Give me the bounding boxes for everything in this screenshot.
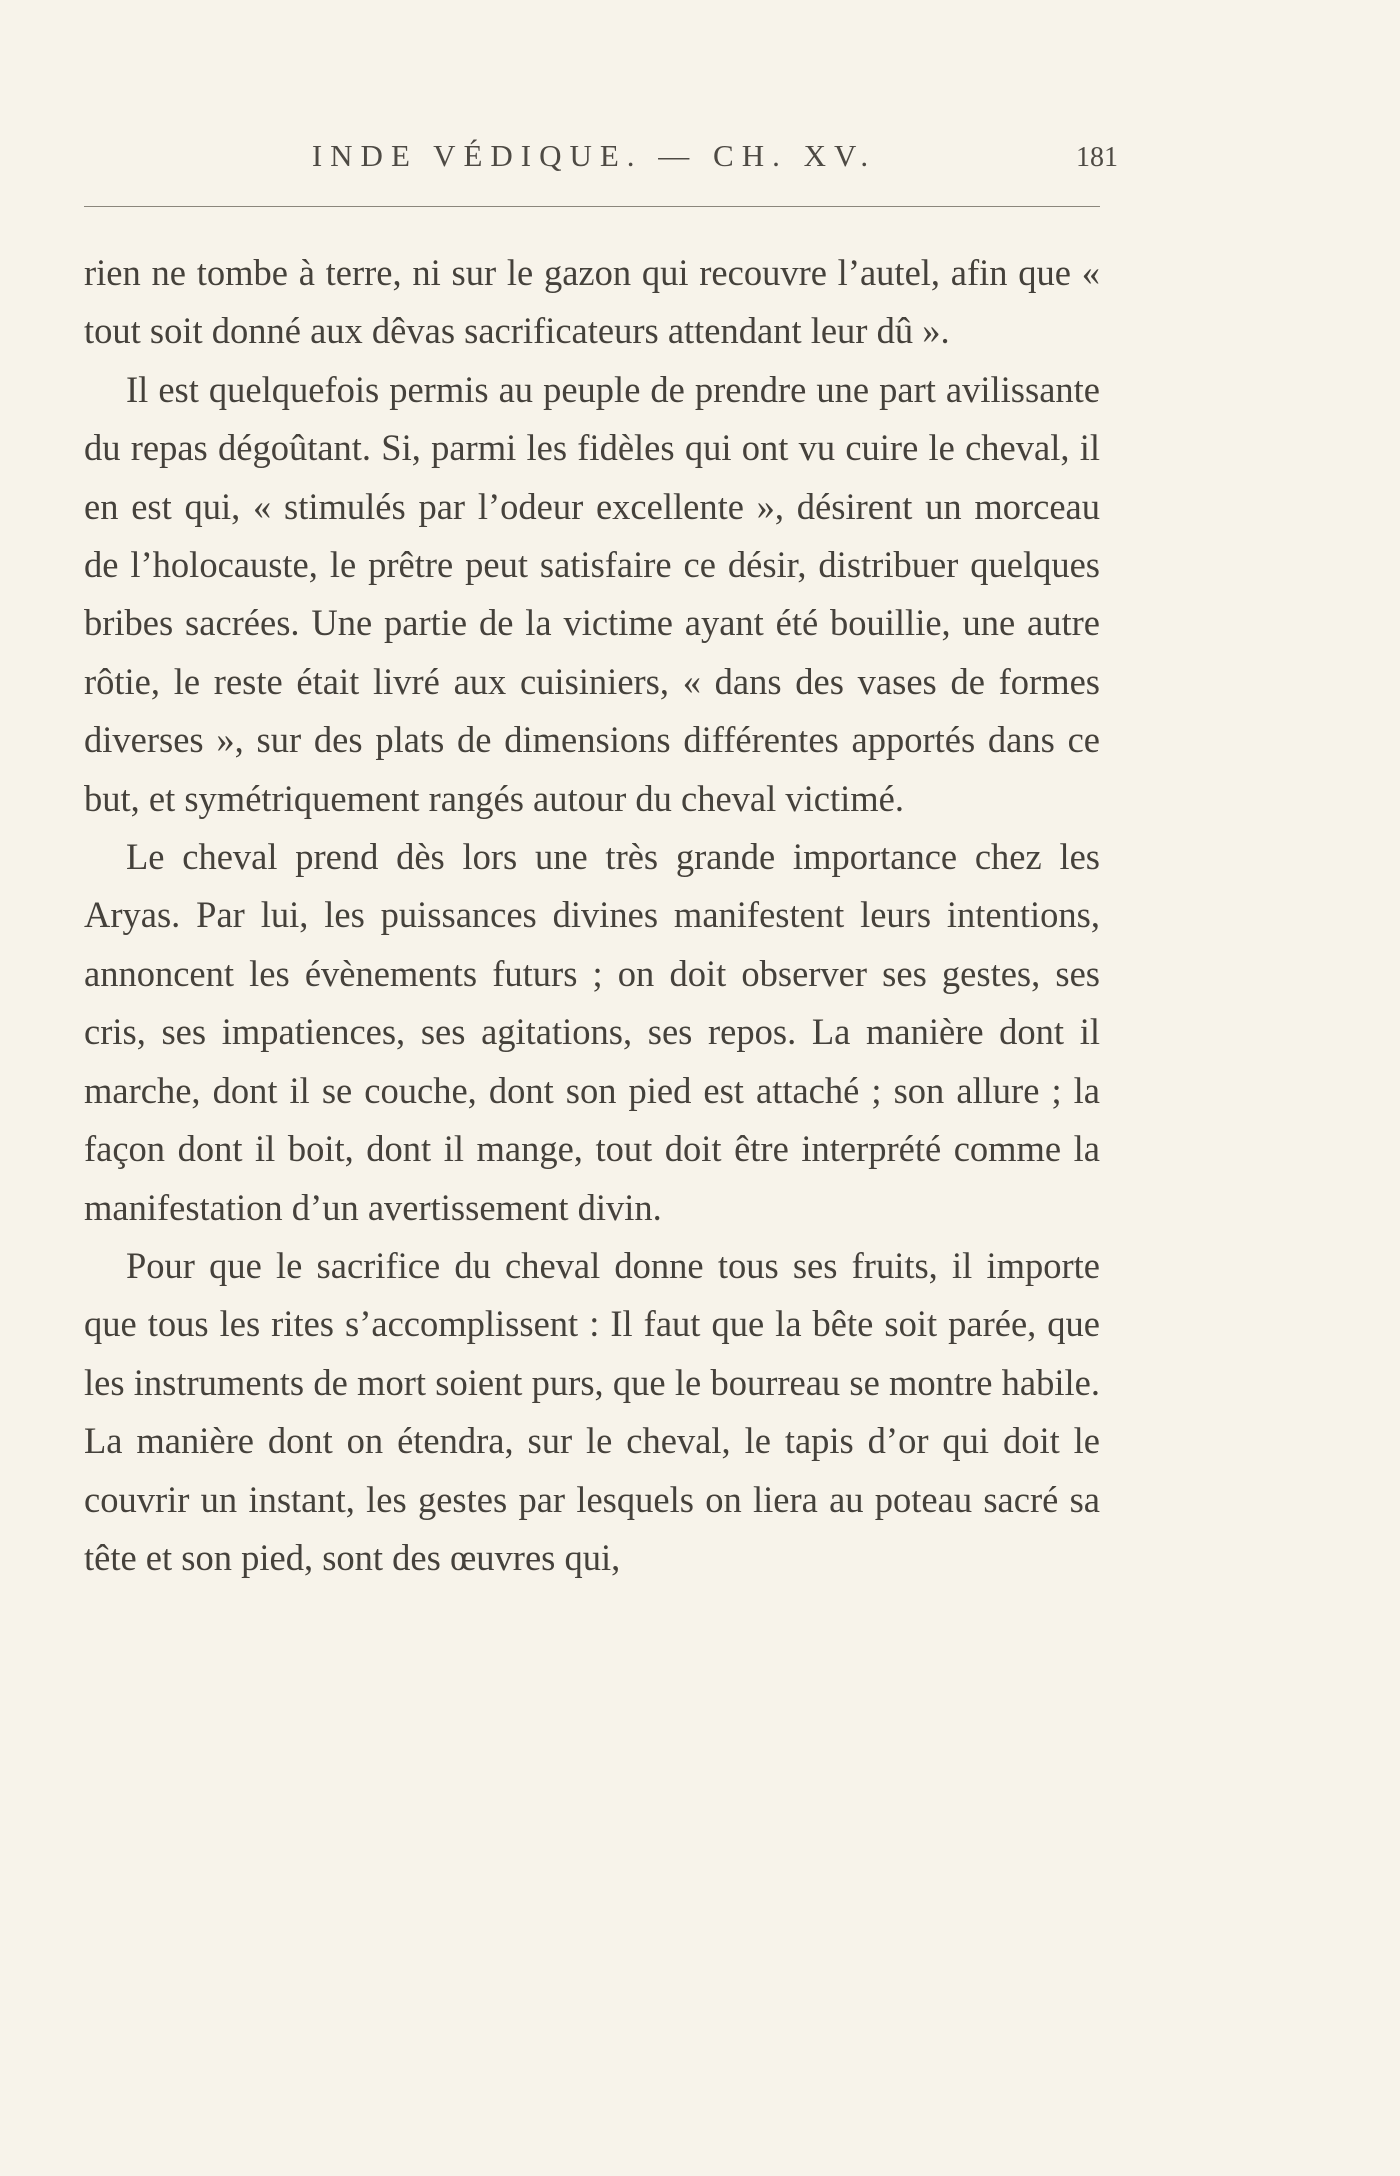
- paragraph: Le cheval prend dès lors une très grande importance chez les Aryas. Par lui, les puissances divines manifestent leurs intentions, annoncent les évènements futurs ; on doit observer ses gestes, ses cris, ses impatiences, ses agitations, ses repos. La manière dont il marche, dont il se couche, dont son pied est attaché ; son allure ; la façon dont il boit, dont il mange, tout doit être interprété comme la manifestation d’un avertissement divin.: [84, 836, 1100, 1228]
- paragraph: Pour que le sacrifice du cheval donne tous ses fruits, il importe que tous les rites s’accomplissent : Il faut que la bête soit parée, que les instruments de mort soient purs, que le bourreau se montre habile. La manière dont on étendra, sur le cheval, le tapis d’or qui doit le couvrir un instant, les gestes par lesquels on liera au poteau sacré sa tête et son pied, sont des œuvres qui,: [84, 1244, 1100, 1578]
- paragraph-continued: rien ne tombe à terre, ni sur le gazon qui recouvre l’autel, afin que « tout soit donné aux dêvas sacrificateurs attendant leur dû ».: [84, 252, 1100, 352]
- running-head: [84, 138, 1118, 180]
- header-rule: [84, 206, 1100, 207]
- paragraph: Il est quelquefois permis au peuple de prendre une part avilissante du repas dégoûtant. Si, parmi les fidèles qui ont vu cuire le cheval, il en est qui, « stimulés par l’odeur excellente », désirent un morceau de l’holocauste, le prêtre peut satisfaire ce désir, distribuer quelques bribes sacrées. Une partie de la victime ayant été bouillie, une autre rôtie, le reste était livré aux cuisiniers, « dans des vases de formes diverses », sur des plats de dimensions différentes apportés dans ce but, et symétriquement rangés autour du cheval victimé.: [84, 368, 1100, 819]
- running-title: INDE VÉDIQUE. — CH. XV.: [311, 138, 877, 173]
- page-number: 181: [1076, 142, 1118, 173]
- body-text: [84, 244, 1100, 1587]
